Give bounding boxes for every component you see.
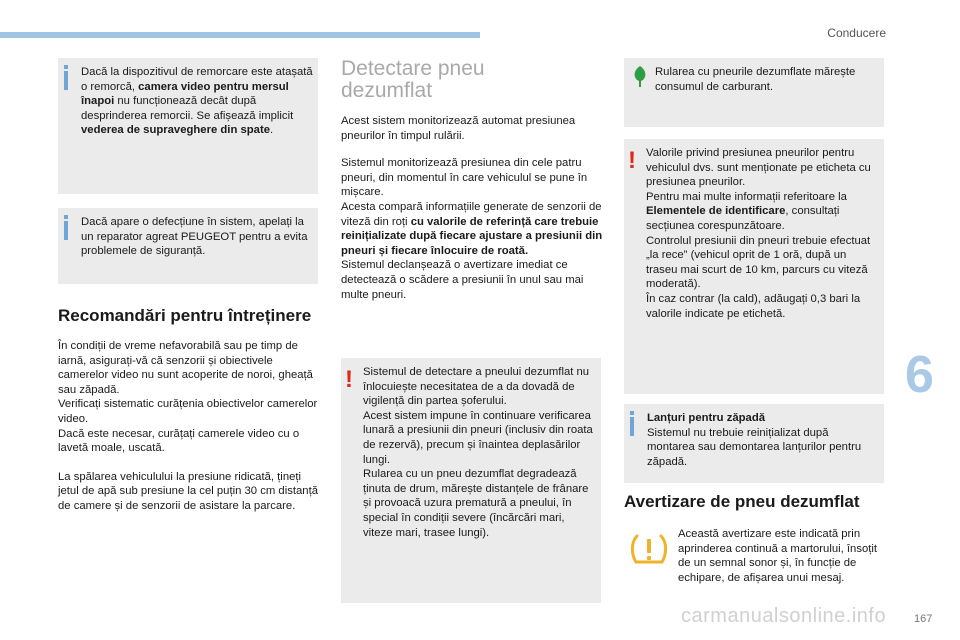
- warning-box-detection: [341, 358, 601, 603]
- warning-detection-l1: Sistemul de detectare a pneului dezumflat nu înlocuiește necesitatea de a da dovadă de vigilență din partea șoferului.: [363, 366, 590, 408]
- info-icon: [630, 417, 634, 436]
- tyre-detection-section: [341, 58, 603, 302]
- warning-detection-l3: Rularea cu un pneu dezumflat degradează ținuta de drum, mărește distanțele de frânare și provoacă uzura prematură a pneului, în special în condiții severe (încărcări mari, viteze mari, trasee lungi).: [363, 468, 589, 539]
- tyre-pressure-warning-icon: [628, 530, 670, 572]
- info-box-chains: [624, 404, 884, 483]
- maintenance-p2: Verificați sistematic curățenia obiectivelor camerelor video.: [58, 398, 318, 425]
- chapter-number: 6: [905, 346, 934, 404]
- chains-title: Lanțuri pentru zăpadă: [647, 412, 765, 424]
- header-bar: [0, 32, 480, 38]
- flat-tyre-alert-text: Această avertizare este indicată prin aprinderea continuă a martorului, însoțit de un semnal sonor și, în funcție de echipare, de afișarea unui mesaj.: [678, 528, 878, 584]
- warning-detection-l2: Acest sistem impune în continuare verificarea lunară a presiunii din pneuri (inclusiv din roata de rezervă), precum și înaintea deplasărilor lungi.: [363, 409, 593, 466]
- maintenance-heading: Recomandări pentru întreținere: [58, 306, 312, 325]
- leaf-icon: [630, 64, 650, 88]
- info-icon: [64, 71, 68, 90]
- watermark: carmanualsonline.info: [681, 605, 887, 627]
- info-icon: [64, 221, 68, 240]
- warning-values-l3: Controlul presiunii din pneuri trebuie efectuat „la rece” (vehicul oprit de 1 oră, după un traseu mai scurt de 10 km, parcurs cu viteză moderată).: [646, 234, 871, 291]
- eco-box: [624, 58, 884, 127]
- info-box-fault: [58, 208, 318, 284]
- warning-box-values: [624, 139, 884, 394]
- section-title: Conducere: [827, 26, 886, 40]
- maintenance-p4: La spălarea vehiculului la presiune ridicată, țineți jetul de apă sub presiune la cel puțin 30 cm distanță de camere și de senzorii de asistare la parcare.: [58, 470, 318, 512]
- maintenance-p1: În condiții de vreme nefavorabilă sau pe timp de iarnă, asigurați-vă că senzorii și obiectivele camerelor video nu sunt acoperite de noroi, gheață sau zăpadă.: [58, 340, 313, 396]
- flat-tyre-alert-heading: Avertizare de pneu dezumflat: [624, 492, 860, 511]
- tyre-detection-p4: Sistemul declanșează o avertizare imediat ce detectează o scădere a presiunii în unul sau mai multe pneuri.: [341, 259, 584, 301]
- tyre-detection-heading: Detectare pneu dezumflat: [341, 57, 485, 102]
- eco-text: Rularea cu pneurile dezumflate mărește consumul de carburant.: [655, 66, 856, 93]
- tyre-detection-p2: Sistemul monitorizează presiunea din cele patru pneuri, din momentul în care vehiculul se pune în mișcare.: [341, 157, 588, 199]
- tyre-detection-p1: Acest sistem monitorizează automat presiunea pneurilor în timpul rulării.: [341, 115, 576, 142]
- warning-values-l1: Valorile privind presiunea pneurilor pentru vehiculul dvs. sunt menționate pe eticheta cu presiunea pneurilor.: [646, 147, 871, 189]
- maintenance-p3: Dacă este necesar, curățați camerele video cu o lavetă moale, uscată.: [58, 427, 300, 455]
- warning-values-l4: În caz contrar (la cald), adăugați 0,3 bari la valorile indicate pe etichetă.: [646, 292, 861, 320]
- info-box-trailer-text: Dacă la dispozitivul de remorcare este atașată o remorcă, camera video pentru mersul înapoi nu funcționează decât după desprinderea remorcii. Se afișează implicit vederea de supraveghere din spate.: [81, 66, 313, 137]
- info-box-fault-text: Dacă apare o defecțiune în sistem, apelați la un reparator agreat PEUGEOT pentru a evita problemele de siguranță.: [81, 216, 308, 258]
- maintenance-section: [58, 306, 318, 514]
- page-number: 167: [914, 613, 933, 625]
- warning-values-l2: Pentru mai multe informații referitoare la Elementele de identificare, consultați secțiunea corespunzătoare.: [646, 190, 847, 232]
- info-box-trailer: [58, 58, 318, 194]
- chains-text: Sistemul nu trebuie reinițializat după montarea sau demontarea lanțurilor pentru zăpadă.: [647, 426, 862, 468]
- warning-icon: !: [628, 147, 636, 174]
- warning-icon: !: [345, 366, 353, 393]
- tyre-detection-p3: Acesta compară informațiile generate de senzorii de viteză din roți cu valorile de referință care trebuie reinițializate după fiecare ajustare a presiunii din pneuri și fiecare înlocuire de roată.: [341, 200, 603, 257]
